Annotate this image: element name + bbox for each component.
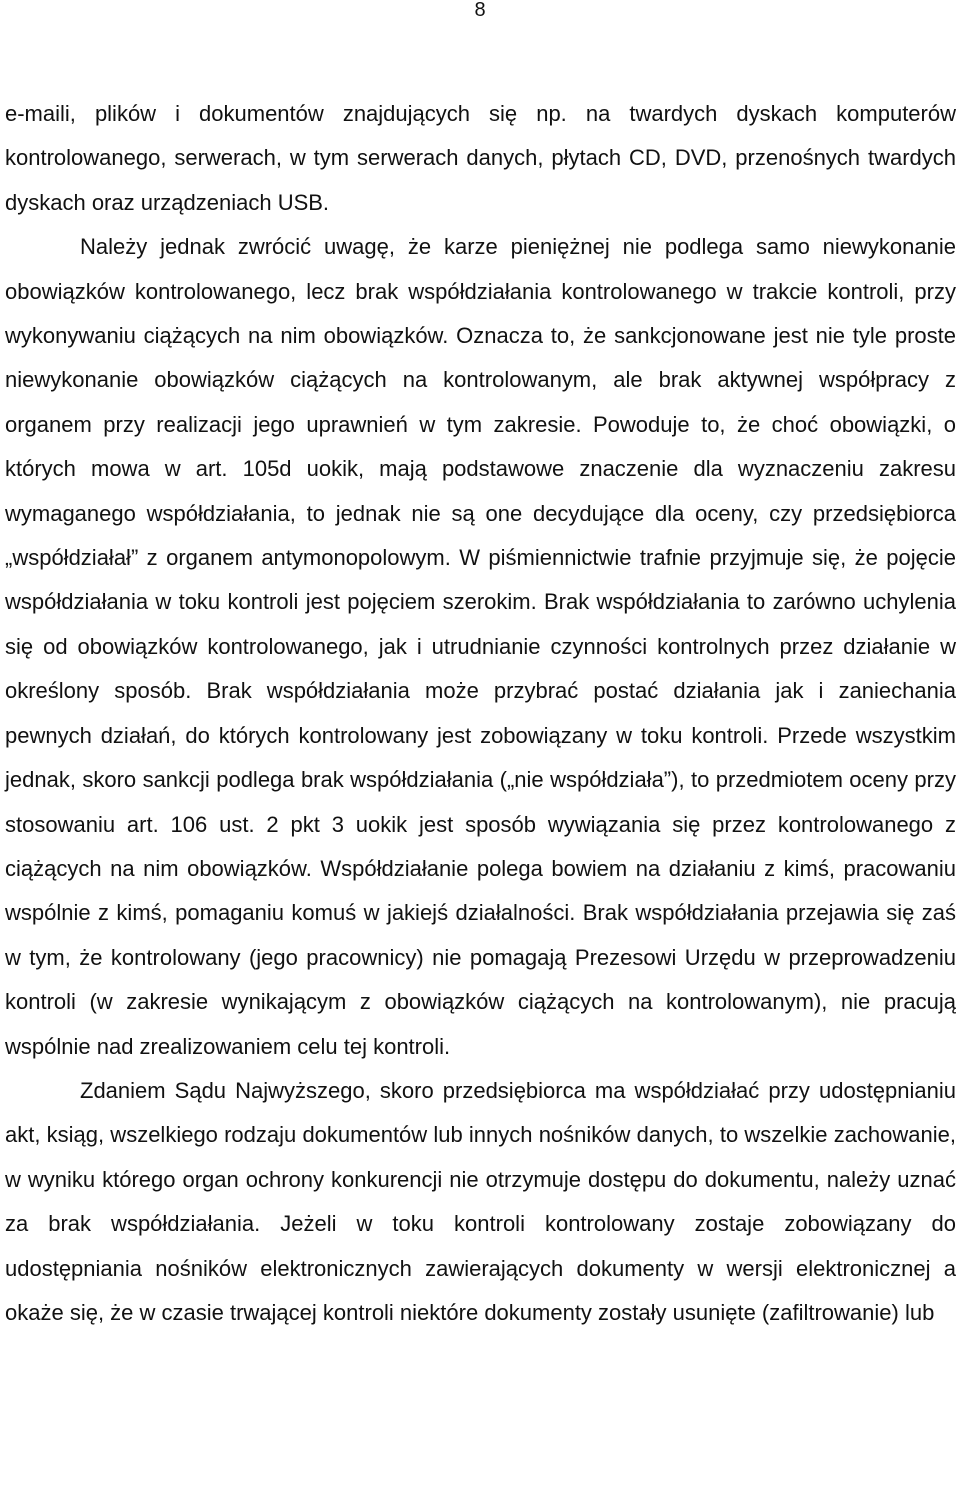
- paragraph-3: Zdaniem Sądu Najwyższego, skoro przedsiębiorca ma współdziałać przy udostępnianiu akt, ksiąg, wszelkiego rodzaju dokumentów lub innych nośników danych, to wszelkie zachowanie, w wyniku którego organ ochrony konkurencji nie otrzymuje dostępu do dokumentu, należy uznać za brak współdziałania. Jeżeli w toku kontroli kontrolowany zostaje zobowiązany do udostępniania nośników elektronicznych zawierających dokumenty w wersji elektronicznej a okaże się, że w czasie trwającej kontroli niektóre dokumenty zostały usunięte (zafiltrowanie) lub: [5, 1077, 956, 1325]
- document-body: [5, 92, 956, 1335]
- page-number: 8: [474, 0, 486, 21]
- paragraph-2: Należy jednak zwrócić uwagę, że karze pieniężnej nie podlega samo niewykonanie obowiązków kontrolowanego, lecz brak współdziałania kontrolowanego w trakcie kontroli, przy wykonywaniu ciążących na nim obowiązków. Oznacza to, że sankcjonowane jest nie tyle proste niewykonanie obowiązków ciążących na kontrolowanym, ale brak aktywnej współpracy z organem przy realizacji jego uprawnień w tym zakresie. Powoduje to, że choć obowiązki, o których mowa w art. 105d uokik, mają podstawowe znaczenie dla wyznaczeniu zakresu wymaganego współdziałania, to jednak nie są one decydujące dla oceny, czy przedsiębiorca „współdziałał” z organem antymonopolowym. W piśmiennictwie trafnie przyjmuje się, że pojęcie współdziałania w toku kontroli jest pojęciem szerokim. Brak współdziałania to zarówno uchylenia się od obowiązków kontrolowanego, jak i utrudnianie czynności kontrolnych przez działanie w określony sposób. Brak współdziałania może przybrać postać działania jak i zaniechania pewnych działań, do których kontrolowany jest zobowiązany w toku kontroli. Przede wszystkim jednak, skoro sankcji podlega brak współdziałania („nie współdziała”), to przedmiotem oceny przy stosowaniu art. 106 ust. 2 pkt 3 uokik jest sposób wywiązania się przez kontrolowanego z ciążących na nim obowiązków. Współdziałanie polega bowiem na działaniu z kimś, pracowaniu wspólnie z kimś, pomaganiu komuś w jakiejś działalności. Brak współdziałania przejawia się zaś w tym, że kontrolowany (jego pracownicy) nie pomagają Prezesowi Urzędu w przeprowadzeniu kontroli (w zakresie wynikającym z obowiązków ciążących na kontrolowanym), nie pracują wspólnie nad zrealizowaniem celu tej kontroli.: [5, 234, 956, 1059]
- paragraph-1: e-maili, plików i dokumentów znajdujących się np. na twardych dyskach komputerów kontrolowanego, serwerach, w tym serwerach danych, płytach CD, DVD, przenośnych twardych dyskach oraz urządzeniach USB.: [5, 101, 956, 215]
